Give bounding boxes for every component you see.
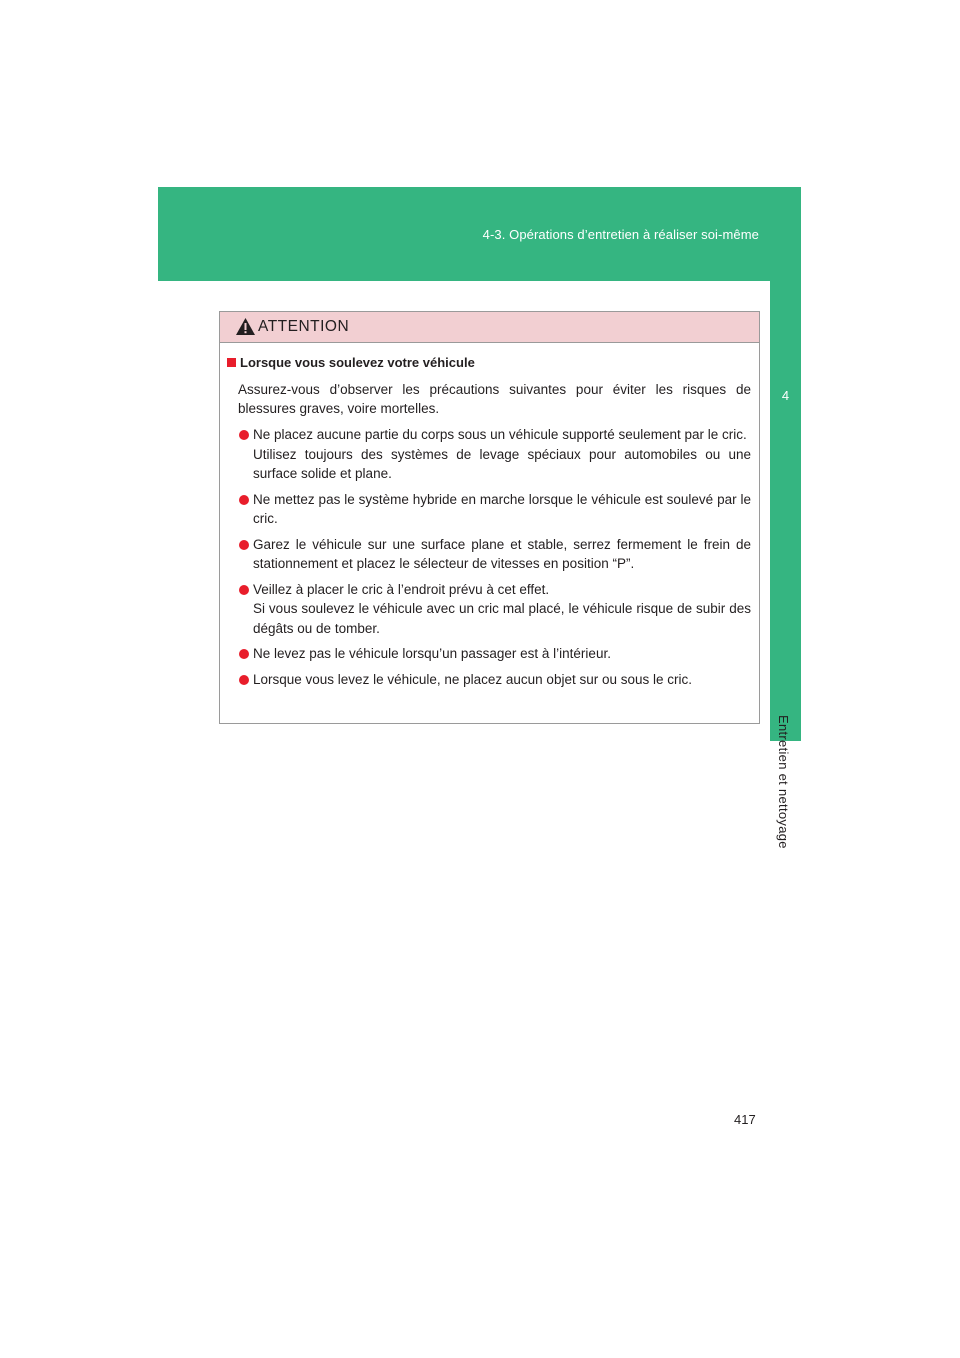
warning-triangle-icon — [235, 317, 256, 336]
list-item — [227, 644, 751, 664]
bullet-dot-icon — [239, 585, 249, 595]
bullet-dot-icon — [239, 495, 249, 505]
section-title: 4-3. Opérations d’entretien à réaliser soi-même — [482, 227, 759, 242]
list-item-text: Veillez à placer le cric à l’endroit prévu à cet effet. — [253, 581, 550, 597]
list-item-text: Ne mettez pas le système hybride en marche lorsque le véhicule est soulevé par le cric. — [253, 491, 751, 526]
list-item — [227, 425, 751, 484]
chapter-tab — [770, 281, 801, 741]
warning-label: ATTENTION — [258, 318, 350, 335]
list-item — [227, 490, 751, 529]
page-number: 417 — [734, 1112, 756, 1127]
bullet-dot-icon — [239, 540, 249, 550]
warning-body — [220, 343, 759, 689]
list-item-detail: Utilisez toujours des systèmes de levage spéciaux pour automobiles ou une surface solide et plane. — [253, 446, 751, 481]
warning-topic-text: Lorsque vous soulevez votre véhicule — [240, 355, 475, 370]
list-item-text: Garez le véhicule sur une surface plane et stable, serrez fermement le frein de stationnement et placez le sélecteur de vitesses en position “P”. — [253, 536, 751, 571]
warning-topic — [227, 355, 751, 370]
warning-header — [220, 312, 759, 343]
square-bullet-icon — [227, 358, 236, 367]
warning-box — [219, 311, 760, 724]
chapter-title: Entretien et nettoyage — [776, 715, 791, 849]
list-item-detail: Si vous soulevez le véhicule avec un cric mal placé, le véhicule risque de subir des dégâts ou de tomber. — [253, 601, 751, 636]
precautions-list — [227, 425, 751, 689]
bullet-dot-icon — [239, 430, 249, 440]
chapter-number: 4 — [781, 388, 790, 403]
list-item — [227, 670, 751, 690]
bullet-dot-icon — [239, 649, 249, 659]
list-item-text: Ne placez aucune partie du corps sous un véhicule supporté seulement par le cric. — [253, 427, 747, 442]
list-item-text: Lorsque vous levez le véhicule, ne placez aucun objet sur ou sous le cric. — [253, 671, 693, 687]
bullet-dot-icon — [239, 675, 249, 685]
warning-intro: Assurez-vous d’observer les précautions suivantes pour éviter les risques de blessures graves, voire mortelles. — [238, 382, 751, 416]
header-band — [158, 187, 801, 281]
list-item-text: Ne levez pas le véhicule lorsqu’un passager est à l’intérieur. — [253, 646, 611, 661]
list-item — [227, 535, 751, 574]
list-item — [227, 580, 751, 639]
